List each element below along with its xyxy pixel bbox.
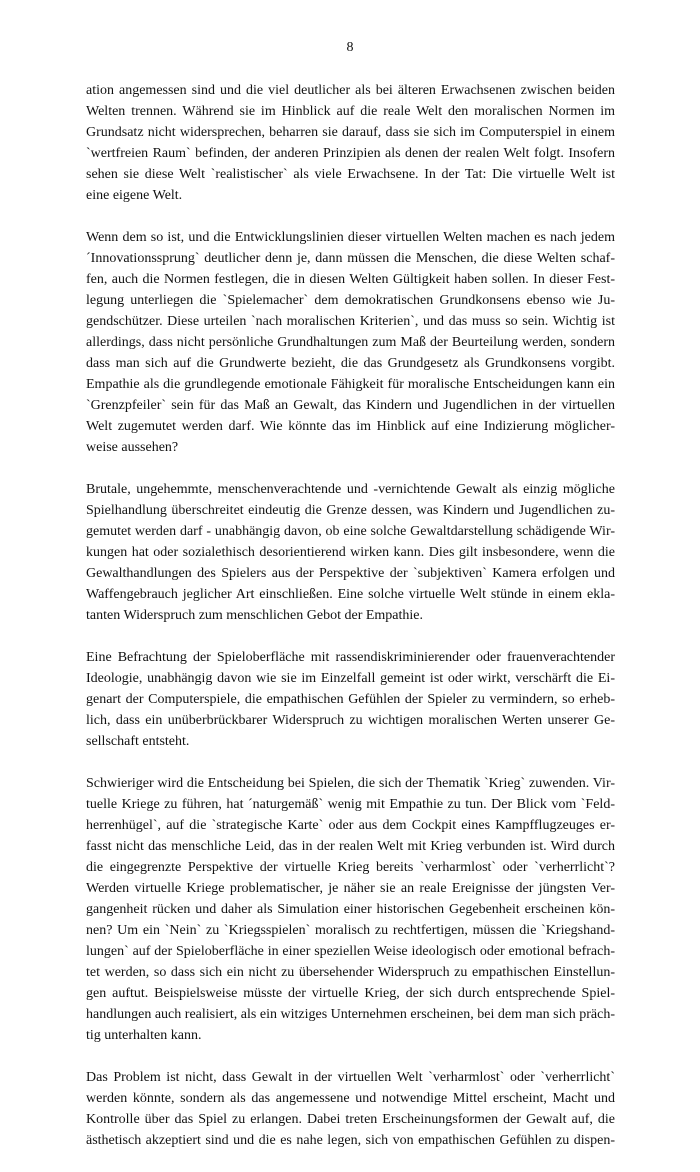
text-line: lungen` auf der Spieloberfläche in einer speziellen Weise ideologisch oder emotional befrach-: [86, 944, 615, 959]
text-line: Ideologie, unabhängig davon wie sie im Einzelfall gemeint ist oder wirkt, verschärft die Ei-: [86, 671, 615, 686]
text-line: `Grenzpfeiler` sein für das Maß an Gewalt, das Kindern und Jugendlichen in der virtuellen: [86, 398, 615, 413]
text-line: fen, auch die Normen festlegen, die in diesen Welten Gültigkeit haben sollen. In dieser Fest-: [86, 272, 615, 287]
text-line: lich, dass ein unüberbrückbarer Widerspruch zu wichtigen moralischen Werten unserer Ge-: [86, 713, 615, 728]
text-line: tanten Widerspruch zum menschlichen Gebot der Empathie.: [86, 608, 424, 623]
text-line: `wertfreien Raum` befinden, der anderen Prinzipien als denen der realen Welt folgt. Insofern: [86, 146, 615, 161]
text-line: sehen sie diese Welt `realistischer` als viele Erwachsene. In der Tat: Die virtuelle Welt ist: [86, 167, 615, 182]
paragraph: [86, 773, 615, 1046]
text-line: Kontrolle über das Spiel zu erlangen. Dabei treten Erscheinungsformen der Gewalt auf, die: [86, 1112, 615, 1127]
text-line: Schwieriger wird die Entscheidung bei Spielen, die sich der Thematik `Krieg` zuwenden. Vir-: [86, 776, 615, 791]
text-line: Eine Befrachtung der Spieloberfläche mit rassendiskriminierender oder frauenverachtender: [86, 650, 615, 665]
text-line: eine eigene Welt.: [86, 188, 183, 203]
paragraph: [86, 1067, 615, 1151]
text-line: Empathie als die grundlegende emotionale Fähigkeit für moralische Entscheidungen kann ein: [86, 377, 615, 392]
text-line: Das Problem ist nicht, dass Gewalt in der virtuellen Welt `verharmlost` oder `verherrlicht`: [86, 1070, 615, 1085]
text-line: Werden virtuelle Kriege problematischer, je näher sie an reale Ereignisse der jüngsten Ver-: [86, 881, 615, 896]
paragraph: [86, 479, 615, 626]
text-line: ´Innovationssprung` deutlicher denn je, dann müssen die Menschen, die diese Welten schaf-: [86, 251, 615, 266]
document-body: [86, 80, 615, 1172]
text-line: legung unterliegen die `Spielemacher` dem demokratischen Grundkonsens ebenso wie Ju-: [86, 293, 615, 308]
text-line: gen auftut. Beispielsweise müsste der virtuelle Krieg, der sich durch entsprechende Spiel-: [86, 986, 615, 1001]
text-line: tig unterhalten kann.: [86, 1028, 202, 1043]
text-line: sellschaft entsteht.: [86, 734, 190, 749]
text-line: ation angemessen sind und die viel deutlicher als bei älteren Erwachsenen zwischen beiden: [86, 83, 615, 98]
text-line: gendschützer. Diese urteilen `nach moralischen Kriterien`, und das muss so sein. Wichtig ist: [86, 314, 615, 329]
text-line: tuelle Kriege zu führen, hat ´naturgemäß` wenig mit Empathie zu tun. Der Blick vom `Feld-: [86, 797, 615, 812]
paragraph: [86, 80, 615, 206]
text-line: kungen hat oder sozialethisch desorientierend wirken kann. Dies gilt insbesondere, wenn die: [86, 545, 615, 560]
text-line: gangenheit rücken und daher als Simulation einer historischen Gegebenheit erscheinen kön-: [86, 902, 615, 917]
text-line: ästhetisch akzeptiert sind und die es nahe legen, sich von empathischen Gefühlen zu dispen-: [86, 1133, 615, 1148]
text-line: Wenn dem so ist, und die Entwicklungslinien dieser virtuellen Welten machen es nach jedem: [86, 230, 615, 245]
page-number: 8: [346, 40, 354, 55]
text-line: Gewalthandlungen des Spielers aus der Perspektive der `subjektiven` Kamera erfolgen und: [86, 566, 615, 581]
text-line: weise aussehen?: [86, 440, 179, 455]
text-line: fasst nicht das menschliche Leid, das in der realen Welt mit Krieg verbunden ist. Wird durch: [86, 839, 615, 854]
text-line: herrenhügel`, auf die `strategische Karte` oder aus dem Cockpit eines Kampfflugzeuges er-: [86, 818, 615, 833]
text-line: Waffengebrauch jeglicher Art einschließen. Eine solche virtuelle Welt stünde in einem ekla-: [86, 587, 615, 602]
text-line: handlungen auch realisiert, als ein witziges Unternehmen erscheinen, bei dem man sich präch-: [86, 1007, 615, 1022]
text-line: Welt zugemutet werden darf. Wie könnte das im Hinblick auf eine Indizierung möglicher-: [86, 419, 615, 434]
text-line: Grundsatz nicht widersprechen, beharren sie darauf, dass sie sich im Computerspiel in einem: [86, 125, 615, 140]
text-line: tet werden, so dass sich ein nicht zu übersehender Widerspruch zu empathischen Einstellun-: [86, 965, 615, 980]
text-line: Welten trennen. Während sie im Hinblick auf die reale Welt den moralischen Normen im: [86, 104, 615, 119]
text-line: die eingegrenzte Perspektive der virtuelle Krieg bereits `verharmlost` oder `verherrlicht`?: [86, 860, 615, 875]
text-line: Brutale, ungehemmte, menschenverachtende und -vernichtende Gewalt als einzig mögliche: [86, 482, 615, 497]
text-line: werden könnte, sondern als das angemessene und notwendige Mittel erscheint, Macht und: [86, 1091, 615, 1106]
paragraph: [86, 647, 615, 752]
text-line: allerdings, dass nicht persönliche Grundhaltungen zum Maß der Beurteilung werden, sondern: [86, 335, 615, 350]
text-line: genart der Computerspiele, die empathischen Gefühlen der Spieler zu vermindern, so erheb-: [86, 692, 615, 707]
text-line: gemutet werden darf - unabhängig davon, ob eine solche Gewaltdarstellung schädigende Wir-: [86, 524, 615, 539]
text-line: nen? Um ein `Nein` zu `Kriegsspielen` moralisch zu rechtfertigen, müssen die `Kriegshand-: [86, 923, 615, 938]
text-line: dass man sich auf die Grundwerte bezieht, die das Grundgesetz als Grundkonsens vorgibt.: [86, 356, 615, 371]
text-line: Spielhandlung überschreitet eindeutig die Grenze dessen, was Kindern und Jugendlichen zu-: [86, 503, 615, 518]
paragraph: [86, 227, 615, 458]
